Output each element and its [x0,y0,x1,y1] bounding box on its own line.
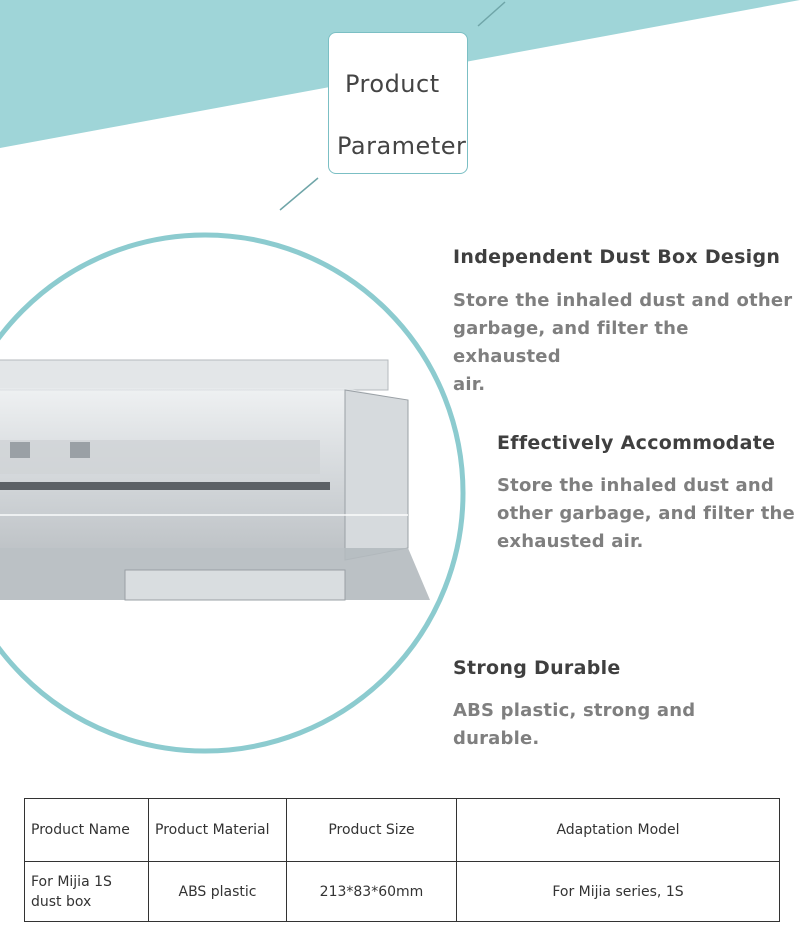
feature-desc-line: Store the inhaled dust and other [453,290,793,311]
table-row [25,862,780,922]
header-product-material: Product Material [149,799,287,862]
feature-title-dust-box-design: Independent Dust Box Design [453,246,781,268]
cell-product-name-line1: For Mijia 1S [31,873,112,890]
feature-desc-accommodate [497,472,795,556]
feature-desc-line: garbage, and filter the exhausted [453,318,689,367]
product-parameter-title-line2: Parameter [337,132,467,160]
header-product-size: Product Size [287,799,457,862]
feature-title-durable: Strong Durable [453,657,621,679]
cell-product-name-line2: dust box [31,893,92,910]
header-adaptation-model: Adaptation Model [457,799,780,862]
feature-desc-line: air. [453,374,486,395]
feature-desc-dust-box-design [453,287,800,399]
table-header-row [25,799,780,862]
feature-desc-line: other garbage, and filter the [497,503,795,524]
spec-table [24,798,780,922]
feature-desc-line: exhausted air. [497,531,644,552]
feature-title-accommodate: Effectively Accommodate [497,432,776,454]
product-parameter-title-line1: Product [345,70,440,98]
header-product-name: Product Name [25,799,149,862]
cell-adaptation-model: For Mijia series, 1S [457,862,780,922]
feature-desc-line: ABS plastic, strong and [453,700,696,721]
cell-product-material: ABS plastic [149,862,287,922]
cell-product-name [25,862,149,922]
decor-line-bottom [280,178,318,210]
feature-desc-durable [453,697,695,753]
cell-product-size: 213*83*60mm [287,862,457,922]
feature-desc-line: Store the inhaled dust and [497,475,774,496]
feature-desc-line: durable. [453,728,540,749]
dust-box-product-image [0,235,470,755]
